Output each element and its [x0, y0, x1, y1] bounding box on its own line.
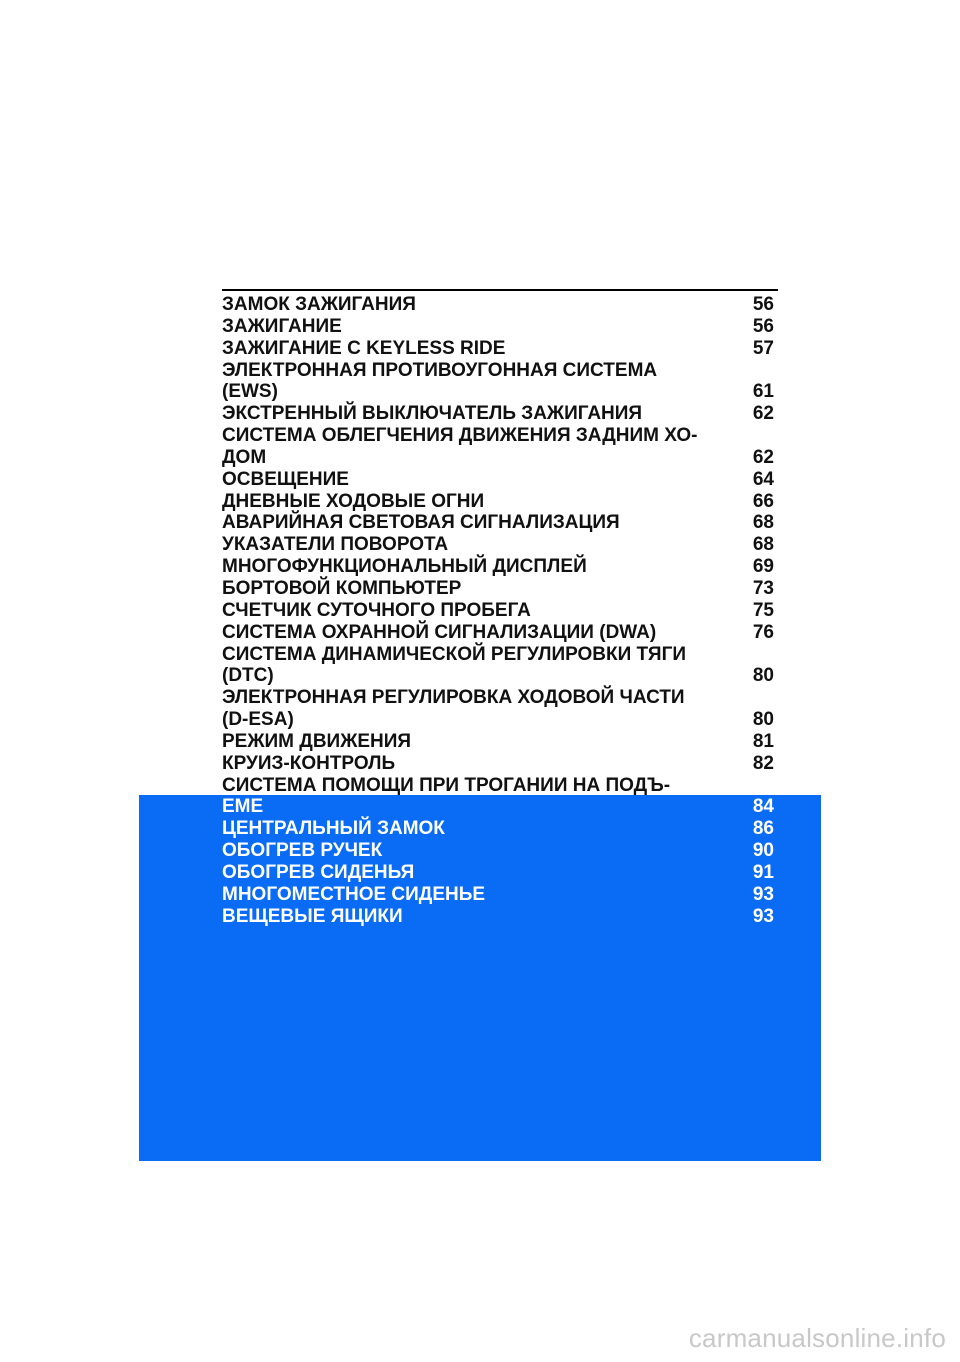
- toc-entry-title: МНОГОМЕСТНОЕ СИДЕНЬЕ: [222, 883, 486, 905]
- toc-entry-page: 56: [752, 315, 774, 337]
- toc-entry[interactable]: [222, 556, 774, 578]
- toc-entry-title: СИСТЕМА ОБЛЕГЧЕНИЯ ДВИЖЕНИЯ ЗАДНИМ ХО-: [222, 425, 698, 447]
- toc-entry[interactable]: [222, 884, 774, 906]
- toc-entry[interactable]: [222, 665, 774, 687]
- top-divider: [222, 289, 778, 291]
- toc-entry[interactable]: [222, 644, 774, 666]
- toc-entry[interactable]: [222, 753, 774, 775]
- toc-entry[interactable]: [222, 731, 774, 753]
- toc-entry-title: ДНЕВНЫЕ ХОДОВЫЕ ОГНИ: [222, 490, 485, 512]
- toc-entry-title: (EWS): [222, 381, 278, 403]
- toc-entry-page: 61: [752, 381, 774, 403]
- watermark-text: carmanualsonline.info: [688, 1323, 946, 1353]
- toc-entry-title: ОБОГРЕВ СИДЕНЬЯ: [222, 861, 415, 883]
- toc-entry-title: СИСТЕМА ПОМОЩИ ПРИ ТРОГАНИИ НА ПОДЪ-: [222, 774, 671, 796]
- toc-entry[interactable]: [222, 316, 774, 338]
- toc-entry-title: СИСТЕМА ОХРАННОЙ СИГНАЛИЗАЦИИ (DWA): [222, 621, 657, 643]
- toc-entry[interactable]: [222, 447, 774, 469]
- toc-entry-title: ЗАЖИГАНИЕ С KEYLESS RIDE: [222, 337, 506, 359]
- toc-entry-title: ЗАМОК ЗАЖИГАНИЯ: [222, 294, 416, 315]
- toc-entry[interactable]: [222, 578, 774, 600]
- toc-entry[interactable]: [222, 534, 774, 556]
- toc-entry-title: ДОМ: [222, 446, 267, 468]
- toc-entry-title: МНОГОФУНКЦИОНАЛЬНЫЙ ДИСПЛЕЙ: [222, 556, 587, 578]
- toc-entry-page: 69: [752, 556, 774, 578]
- toc-entry-title: ОБОГРЕВ РУЧЕК: [222, 840, 383, 862]
- toc-entry-page: 62: [752, 403, 774, 425]
- toc-entry-title: (DTC): [222, 665, 274, 687]
- toc-entry-page: 62: [752, 446, 774, 468]
- toc-entry-page: 93: [752, 883, 774, 905]
- toc-entry-title: ЭЛЕКТРОННАЯ РЕГУЛИРОВКА ХОДОВОЙ ЧАСТИ: [222, 687, 685, 709]
- toc-entry-page: 84: [752, 796, 774, 818]
- toc-entry-title: ОСВЕЩЕНИЕ: [222, 468, 349, 490]
- toc-entry-title: БОРТОВОЙ КОМПЬЮТЕР: [222, 577, 462, 599]
- toc-entry-page: 76: [752, 621, 774, 643]
- toc-entry-page: 91: [752, 861, 774, 883]
- toc-entry[interactable]: [222, 906, 774, 928]
- toc-entry-title: ЭЛЕКТРОННАЯ ПРОТИВОУГОННАЯ СИСТЕМА: [222, 359, 658, 381]
- toc-entry-page: 80: [752, 665, 774, 687]
- toc-entry-title: УКАЗАТЕЛИ ПОВОРОТА: [222, 534, 449, 556]
- toc-entry[interactable]: [222, 403, 774, 425]
- toc-entry-page: 82: [752, 752, 774, 774]
- toc-entry-title: КРУИЗ-КОНТРОЛЬ: [222, 752, 396, 774]
- toc-entry-page: 81: [752, 730, 774, 752]
- toc-entry-page: 90: [752, 840, 774, 862]
- toc-entry-title: ЭКСТРЕННЫЙ ВЫКЛЮЧАТЕЛЬ ЗАЖИГАНИЯ: [222, 403, 643, 425]
- toc-entry[interactable]: [222, 796, 774, 818]
- toc-entry-page: 66: [752, 490, 774, 512]
- toc-entry-title: СЧЕТЧИК СУТОЧНОГО ПРОБЕГА: [222, 599, 531, 621]
- toc-entry-page: 57: [752, 337, 774, 359]
- toc-entry-title: (D-ESA): [222, 709, 294, 731]
- toc-entry[interactable]: [222, 381, 774, 403]
- toc-entry-title: АВАРИЙНАЯ СВЕТОВАЯ СИГНАЛИЗАЦИЯ: [222, 512, 620, 534]
- toc-entry[interactable]: [222, 425, 774, 447]
- toc-entry[interactable]: [222, 818, 774, 840]
- toc-entry[interactable]: [222, 360, 774, 382]
- toc-entry-title: ВЕЩЕВЫЕ ЯЩИКИ: [222, 905, 403, 927]
- table-of-contents: [222, 294, 774, 927]
- toc-entry[interactable]: [222, 512, 774, 534]
- toc-entry[interactable]: [222, 338, 774, 360]
- toc-entry-page: 68: [752, 534, 774, 556]
- toc-entry[interactable]: [222, 775, 774, 797]
- toc-entry-title: ЗАЖИГАНИЕ: [222, 315, 342, 337]
- toc-entry[interactable]: [222, 840, 774, 862]
- toc-entry-page: 73: [752, 577, 774, 599]
- toc-entry[interactable]: [222, 469, 774, 491]
- toc-entry-page: 86: [752, 818, 774, 840]
- toc-entry-page: 68: [752, 512, 774, 534]
- toc-entry-page: 80: [752, 709, 774, 731]
- toc-entry-title: РЕЖИМ ДВИЖЕНИЯ: [222, 730, 412, 752]
- toc-entry-page: 56: [752, 294, 774, 315]
- toc-entry[interactable]: [222, 862, 774, 884]
- toc-entry-title: СИСТЕМА ДИНАМИЧЕСКОЙ РЕГУЛИРОВКИ ТЯГИ: [222, 643, 686, 665]
- toc-entry[interactable]: [222, 687, 774, 709]
- toc-entry[interactable]: [222, 294, 774, 316]
- toc-entry-title: ЦЕНТРАЛЬНЫЙ ЗАМОК: [222, 818, 445, 840]
- toc-entry[interactable]: [222, 622, 774, 644]
- toc-entry-page: 93: [752, 905, 774, 927]
- toc-entry[interactable]: [222, 709, 774, 731]
- toc-entry-title: ЕМЕ: [222, 796, 264, 818]
- toc-entry-page: 75: [752, 599, 774, 621]
- toc-entry-page: 64: [752, 468, 774, 490]
- toc-entry[interactable]: [222, 491, 774, 513]
- toc-entry[interactable]: [222, 600, 774, 622]
